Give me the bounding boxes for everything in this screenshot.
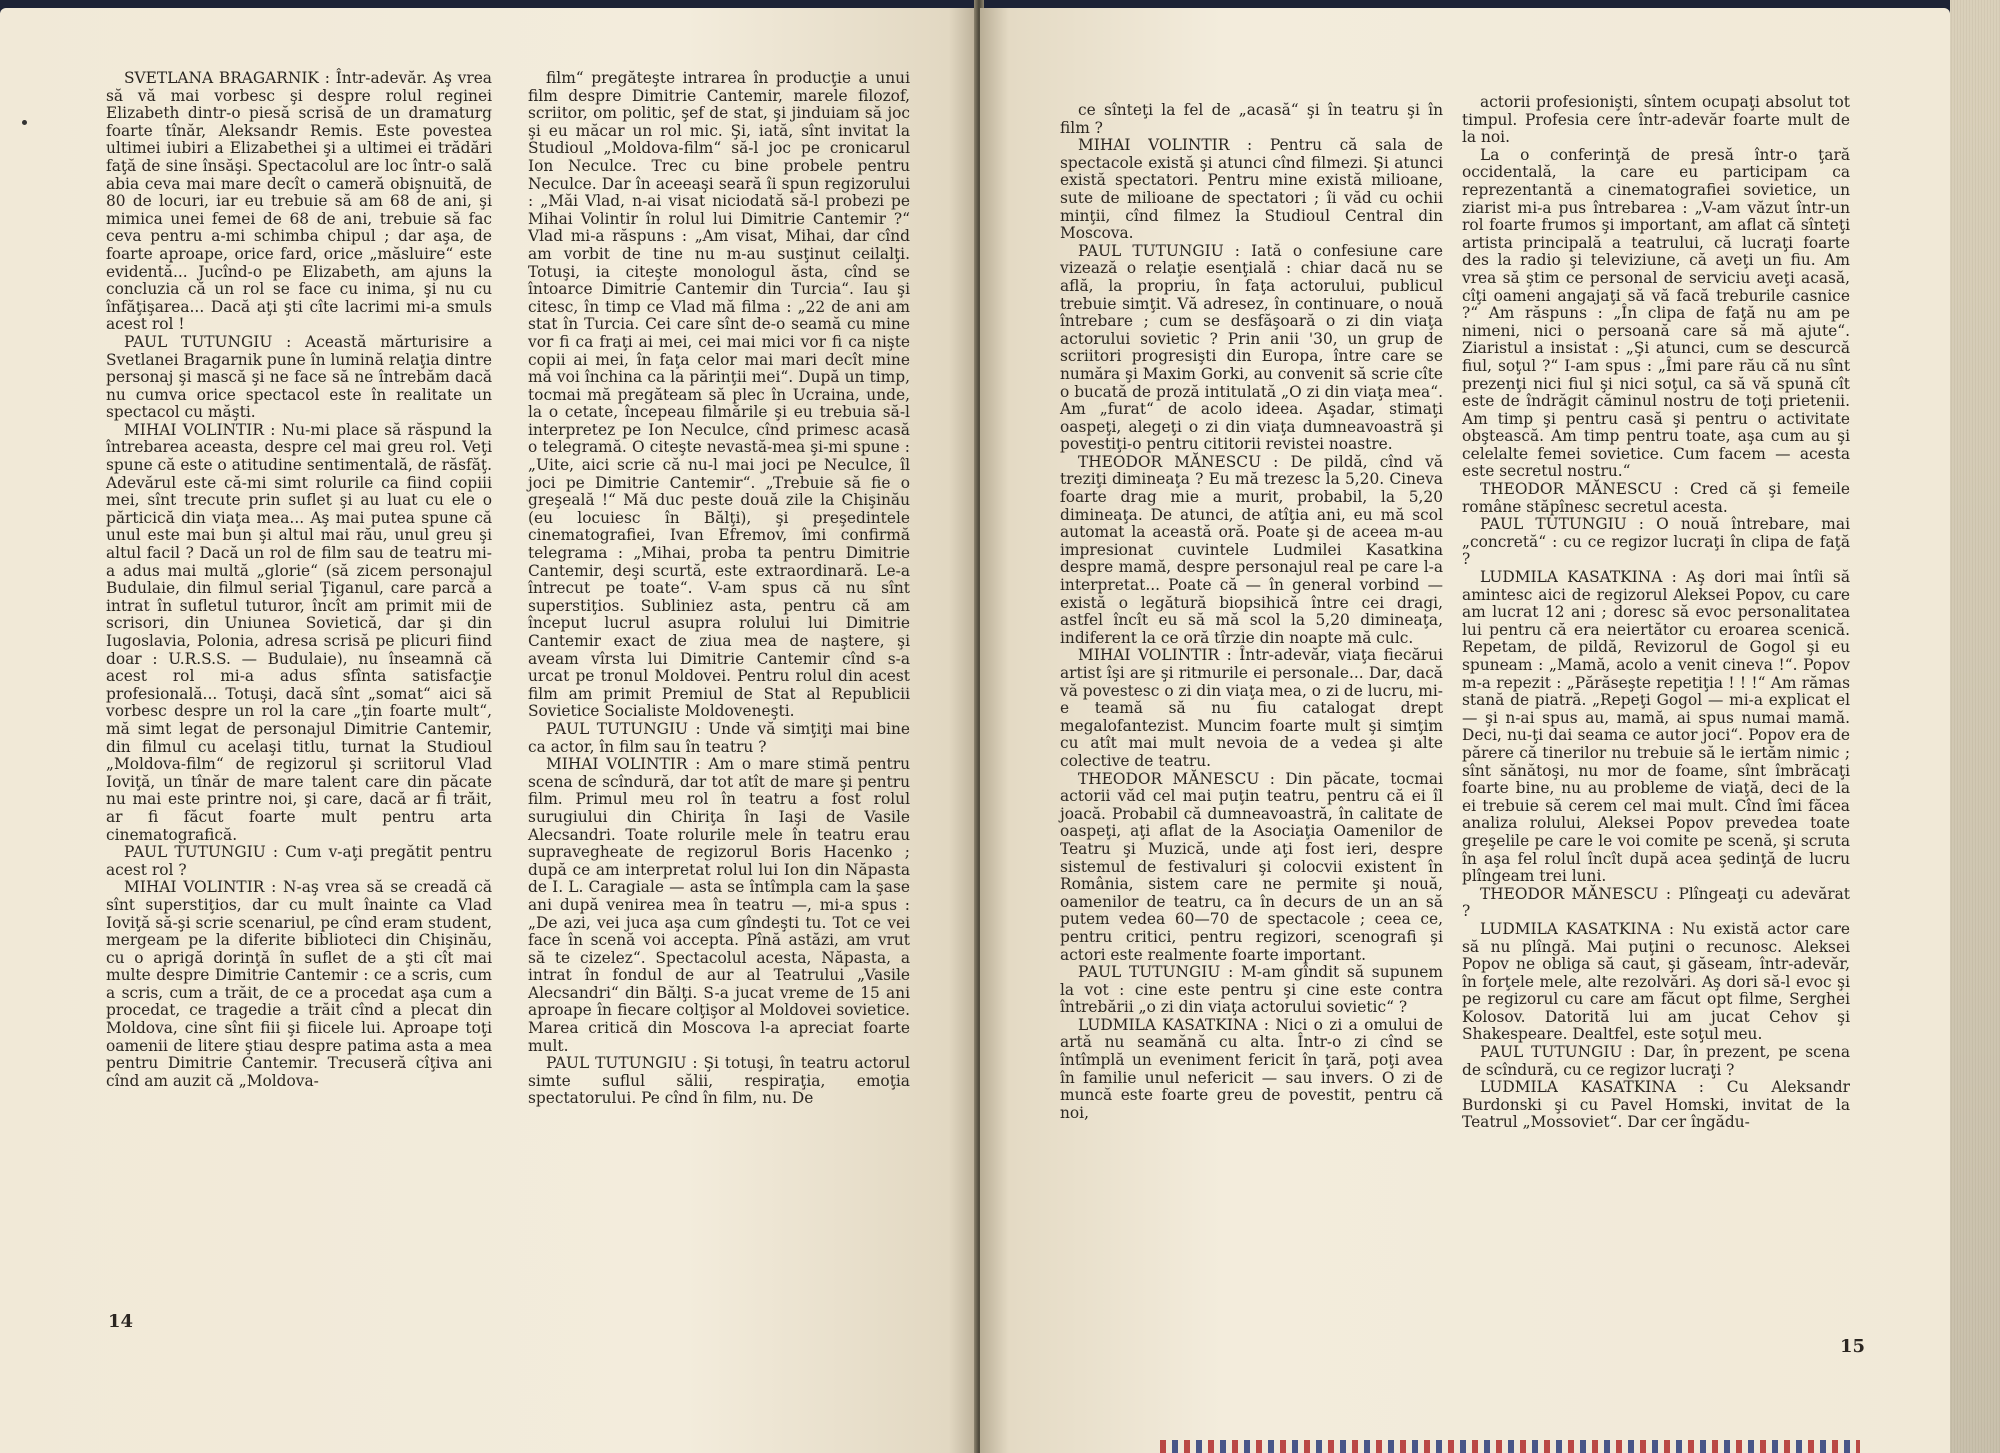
page-number-right: 15 — [1840, 1336, 1866, 1357]
page-number-left: 14 — [108, 1311, 134, 1332]
left-column-1 — [106, 70, 492, 1090]
article-paragraph: actorii profesionişti, sîntem ocupaţi absolut tot timpul. Profesia cere într-adevăr foarte mult de la noi. — [1462, 93, 1850, 147]
article-paragraph: THEODOR MĂNESCU : Din păcate, tocmai actorii văd cel mai puţin teatru, pentru că ei îl joacă. Probabil că dumneavoastră, în calitate de oaspeţi, aţi aflat de la Asociaţia Oamenilor de Teatru şi Muzică, unde aţi fost ieri, despre sistemul de festivaluri şi colocvii existent în România, sistem care ne permite şi nouă, oamenilor de teatru, ca în decurs de un an să putem vedea 60—70 de spectacole ; ceea ce, pentru critici, pentru regizori, scenografi şi actori este realmente foarte important. — [1060, 769, 1443, 964]
article-paragraph: PAUL TUTUNGIU : Şi totuşi, în teatru actorul simte suflul sălii, respiraţia, emoţia spectatorului. Pe cînd în film, nu. De — [528, 1054, 910, 1108]
left-page — [0, 8, 978, 1453]
article-paragraph: film“ pregăteşte intrarea în producţie a unui film despre Dimitrie Cantemir, marele filozof, scriitor, om politic, şef de stat, şi jinduiam să joc şi eu măcar un rol mic. Şi, iată, sînt invitat la Studioul „Moldova-film“ să-l joc pe cronicarul Ion Neculce. Trec cu bine probele pentru Neculce. Dar în aceeaşi seară îi spun regizorului : „Măi Vlad, n-ai visat niciodată să-l probezi pe Mihai Volintir în rolul lui Dimitrie Cantemir ?“ Vlad mi-a răspuns : „Am visat, Mihai, dar cînd am vorbit de tine nu m-au susţinut ceilalţi. Totuşi, ia citeşte monologul ăsta, cînd se întoarce Dimitrie Cantemir din Turcia“. Iau şi citesc, în timp ce Vlad mă filma : „22 de ani am stat în Turcia. Cei care sînt de-o seamă cu mine vor fi ca fraţi ai mei, cei mai mici vor fi ca nişte copii ai mei, în faţa celor mai mari decît mine mă voi închina ca la părinţii mei“. După un timp, tocmai mă pregăteam să plec în Ucraina, unde, la o cetate, începeau filmările şi eu trebuia să-l interpretez pe Ion Neculce, cînd primesc acasă o telegramă. O citeşte nevastă-mea şi-mi spune : „Uite, aici scrie că nu-l mai joci pe Neculce, îl joci pe Dimitrie Cantemir“. „Trebuie să fie o greşeală !“ Mă duc peste două zile la Chişinău (eu locuiesc în Bălţi), şi preşedintele cinematografiei, Ivan Efremov, îmi confirmă telegrama : „Mihai, proba ta pentru Dimitrie Cantemir, deşi scurtă, este extraordinară. Le-a întrecut pe toate“. V-am spus că nu sînt superstiţios. Subliniez asta, pentru că am început lucrul asupra rolului lui Dimitrie Cantemir exact de ziua mea de naştere, şi aveam vîrsta lui Dimitrie Cantemir cînd s-a urcat pe tronul Moldovei. Pentru rolul din acest film am primit Premiul de Stat al Republicii Sovietice Socialiste Moldoveneşti. — [528, 69, 910, 721]
binding-stitch — [1160, 1440, 1860, 1453]
article-paragraph: THEODOR MĂNESCU : Cred că şi femeile române stăpînesc secretul acesta. — [1462, 480, 1850, 516]
article-paragraph: SVETLANA BRAGARNIK : Într-adevăr. Aş vrea să vă mai vorbesc şi despre rolul reginei Elizabeth dintr-o piesă scrisă de un dramaturg foarte tînăr, Aleksandr Remis. Este povestea ultimei iubiri a Elizabethei şi a ultimei ei trădări faţă de sine însăşi. Spectacolul are loc într-o sală abia ceva mai mare decît o cameră obişnuită, de 80 de locuri, iar eu trebuie să am 68 de ani, şi mimica unei femei de 68 de ani, trebuie să fac ceva pentru a-mi schimba chipul ; dar aşa, de foarte aproape, orice fard, orice „măsluire“ este evidentă... Jucînd-o pe Elizabeth, am ajuns la concluzia că un rol se face cu inima, şi nu cu înfăţişarea... Dacă aţi şti cîte lacrimi mi-a smuls acest rol ! — [106, 69, 492, 334]
article-paragraph: MIHAI VOLINTIR : Pentru că sala de spectacole există şi atunci cînd filmezi. Şi atunci există spectatori. Pentru mine există milioane, sute de milioane de spectatori ; îi văd cu ochii minţii, cînd filmez la Studioul Central din Moscova. — [1060, 136, 1443, 243]
article-paragraph: MIHAI VOLINTIR : Într-adevăr, viaţa fiecărui artist îşi are şi ritmurile ei personale... Dar, dacă vă povestesc o zi din viaţa mea, o zi de lucru, mi-e teamă să nu fiu catalogat drept megalofantezist. Muncim foarte mult şi simţim cu atît mai mult nevoia de a vedea şi alte colective de teatru. — [1060, 646, 1443, 770]
article-paragraph: PAUL TUTUNGIU : O nouă întrebare, mai „concretă“ : cu ce regizor lucraţi în clipa de faţă ? — [1462, 515, 1850, 569]
page-stack-shadow — [1950, 0, 2000, 1453]
article-paragraph: PAUL TUTUNGIU : Unde vă simţiţi mai bine ca actor, în film sau în teatru ? — [528, 719, 910, 756]
article-paragraph: PAUL TUTUNGIU : Dar, în prezent, pe scena de scîndură, cu ce regizor lucraţi ? — [1462, 1043, 1850, 1079]
article-paragraph: LUDMILA KASATKINA : Nici o zi a omului de artă nu seamănă cu alta. Într-o zi cînd se întîmplă un eveniment fericit în ţară, poţi avea în familie unul nefericit — sau invers. O zi de muncă este foarte greu de povestit, pentru că noi, — [1060, 1015, 1443, 1122]
left-column-2 — [528, 70, 910, 1108]
right-page — [980, 8, 1950, 1453]
article-paragraph: LUDMILA KASATKINA : Cu Aleksandr Burdonski şi cu Pavel Homski, invitat de la Teatrul „Mossoviet“. Dar cer îngădu- — [1462, 1078, 1850, 1132]
print-speck — [22, 120, 27, 125]
article-paragraph: THEODOR MĂNESCU : Plîngeaţi cu adevărat ? — [1462, 884, 1850, 921]
article-paragraph: LUDMILA KASATKINA : Nu există actor care să nu plîngă. Mai puţini o recunosc. Aleksei Popov ne obliga să caut, şi găseam, într-adevăr, în forţele mele, alte rezolvări. Aş dori să-l evoc şi pe regizorul cu care am făcut opt filme, Serghei Kolosov. Datorită lui am jucat Cehov şi Shakespeare. Dealtfel, este soţul meu. — [1462, 919, 1850, 1044]
article-paragraph: MIHAI VOLINTIR : Am o mare stimă pentru scena de scîndură, dar tot atît de mare şi pentru film. Primul meu rol în teatru a fost rolul surugiului din Chiriţa în Iaşi de Vasile Alecsandri. Toate rolurile mele în teatru erau supravegheate de regizorul Boris Hacenko ; după ce am interpretat rolul lui Ion din Năpasta de I. L. Caragiale — asta se întîmpla cam la şase ani după venirea mea în teatru —, mi-a spus : „De azi, vei juca aşa cum gîndeşti tu. Tot ce vei face în scenă voi accepta. Pînă astăzi, am vrut să te cizelez“. Spectacolul acesta, Năpasta, a intrat în fondul de aur al Teatrului „Vasile Alecsandri“ din Bălţi. S-a jucat vreme de 15 ani aproape în fiecare colţişor al Moldovei sovietice. Marea critică din Moscova l-a apreciat foarte mult. — [528, 755, 910, 1055]
article-paragraph: PAUL TUTUNGIU : M-am gîndit să supunem la vot : cine este pentru şi cine este contra întrebării „o zi din viaţa actorului sovietic“ ? — [1060, 963, 1443, 1017]
article-paragraph: THEODOR MĂNESCU : De pildă, cînd vă treziţi dimineaţa ? Eu mă trezesc la 5,20. Cineva foarte drag mie a murit, probabil, la 5,20 dimineaţa. De atunci, de atîţia ani, eu mă scol automat la această oră. Poate şi de aceea m-au impresionat cuvintele Ludmilei Kasatkina despre mamă, despre personajul real pe care l-a interpretat... Poate că — în general vorbind — există o legătură biopsihică între cei dragi, astfel încît eu să mă scol la 5,20 dimineaţa, indiferent la ce oră tîrzie din noapte mă culc. — [1060, 452, 1443, 647]
right-column-2 — [1462, 94, 1850, 1132]
article-paragraph: LUDMILA KASATKINA : Aş dori mai întîi să amintesc aici de regizorul Aleksei Popov, cu care am lucrat 12 ani ; doresc să evoc personalitatea lui pentru că era neiertător cu eroarea scenică. Repetam, de pildă, Revizorul de Gogol şi eu spuneam : „Mamă, acolo a venit cineva !“. Popov m-a repezit : „Părăseşte repetiţia ! ! !“ Am rămas stană de piatră. „Repeţi Gogol — mi-a explicat el — şi n-ai spus au, mamă, ai spus numai mamă. Deci, nu-ţi dai seama ce autor joci“. Popov era de părere că tinerilor nu trebuie să le iertăm nimic ; sînt sănătoşi, nu mor de foame, sînt îmbrăcaţi foarte bine, nu au probleme de viaţă, deci de la ei trebuie să cerem cel mai mult. Cînd îmi făcea analiza rolului, Aleksei Popov prevedea toate greşelile pe care le voi comite pe scenă, şi scruta în aşa fel rolul încît după acea şedinţă de lucru plîngeam trei luni. — [1462, 568, 1850, 886]
right-column-1 — [1060, 102, 1443, 1122]
article-paragraph: PAUL TUTUNGIU : Iată o confesiune care vizează o relaţie esenţială : chiar dacă nu se află, la propriu, în faţa actorului, publicul trebuie simţit. Vă adresez, în continuare, o nouă întrebare ; cum se desfăşoară o zi din viaţa actorului sovietic ? Prin anii '30, un grup de scriitori progresişti din Europa, între care se număra şi Maxim Gorki, au convenit să scrie cîte o bucată de proză intitulată „O zi din viaţa mea“. Am „furat“ de acolo ideea. Aşadar, stimaţi oaspeţi, alegeţi o zi din viaţa dumneavoastră şi povestiţi-o pentru cititorii revistei noastre. — [1060, 241, 1443, 454]
article-paragraph: ce sînteţi la fel de „acasă“ şi în teatru şi în film ? — [1060, 101, 1443, 137]
article-paragraph: La o conferinţă de presă într-o ţară occidentală, la care eu participam ca reprezentantă a cinematografiei sovietice, un ziarist mi-a pus întrebarea : „V-am văzut într-un rol foarte frumos şi important, am aflat că sînteţi artista principală a teatrului, că lucraţi foarte des la radio şi televiziune, că aveţi un fiu. Am vrea să ştim ce personal de serviciu aveţi acasă, cîţi oameni angajaţi să vă facă treburile casnice ?“ Am răspuns : „În clipa de faţă nu am pe nimeni, nici o persoană care să mă ajute“. Ziaristul a insistat : „Şi atunci, cum se descurcă fiul, soţul ?“ I-am spus : „Îmi pare rău că nu sînt prezenţi nici fiul şi nici soţul, ca să vă spună cît este de îndrăgit căminul nostru de toţi prietenii. Am timp şi pentru casă şi pentru o activitate obştească. Am timp pentru toate, aşa cum au şi celelalte femei sovietice. Cum facem — acesta este secretul nostru.“ — [1462, 145, 1850, 481]
article-paragraph: MIHAI VOLINTIR : Nu-mi place să răspund la întrebarea aceasta, despre cel mai greu rol. Veţi spune că este o atitudine sentimentală, de răsfăţ. Adevărul este că-mi simt rolurile ca fiind copiii mei, sînt trecute prin suflet şi au luat cu ele o părticică din viaţa mea... Aş mai putea spune că unul este mai bun şi altul mai rău, unul greu şi altul facil ? Dacă un rol de film sau de teatru mi-a adus mai multă „glorie“ (să zicem personajul Budulaie, din filmul serial Ţiganul, care parcă a intrat în sufletul tuturor, încît am primit mii de scrisori, din Uniunea Sovietică, dar şi din Iugoslavia, Polonia, adresa scrisă pe plicuri fiind doar : U.R.S.S. — Budulaie), nu înseamnă că acest rol mi-a adus sfînta satisfacţie profesională... Totuşi, dacă sînt „somat“ aici să vorbesc despre un rol la care „ţin foarte mult“, mă simt legat de personajul Dimitrie Cantemir, din filmul cu acelaşi titlu, turnat la Studioul „Moldova-film“ de regizorul şi scriitorul Vlad Ioviţă, un tînăr de mare talent care din păcate nu mai este printre noi, şi care, dacă ar fi trăit, ar fi făcut foarte mult pentru arta cinematografică. — [106, 420, 492, 844]
article-paragraph: PAUL TUTUNGIU : Această mărturisire a Svetlanei Bragarnik pune în lumină relaţia dintre personaj şi mască şi ne face să ne întrebăm dacă nu cumva orice spectacol este în realitate un spectacol cu măşti. — [106, 332, 492, 422]
article-paragraph: PAUL TUTUNGIU : Cum v-aţi pregătit pentru acest rol ? — [106, 843, 492, 879]
article-paragraph: MIHAI VOLINTIR : N-aş vrea să se creadă că sînt superstiţios, dar cu mult înainte ca Vlad Ioviţă să-şi scrie scenariul, pe cînd eram student, mergeam pe la diferite biblioteci din Chişinău, cu o aprigă dorinţă în suflet de a şti cît mai multe despre Dimitrie Cantemir : ce a scris, cum a scris, cum a trăit, de ce a procedat aşa cum a procedat, ce tragedie a trăit cînd a plecat din Moldova, cine sînt fiii şi fiicele lui. Aproape toţi oamenii de litere ştiau despre patima asta a mea pentru Dimitrie Cantemir. Trecuseră cîţiva ani cînd am auzit că „Moldova- — [106, 878, 492, 1090]
